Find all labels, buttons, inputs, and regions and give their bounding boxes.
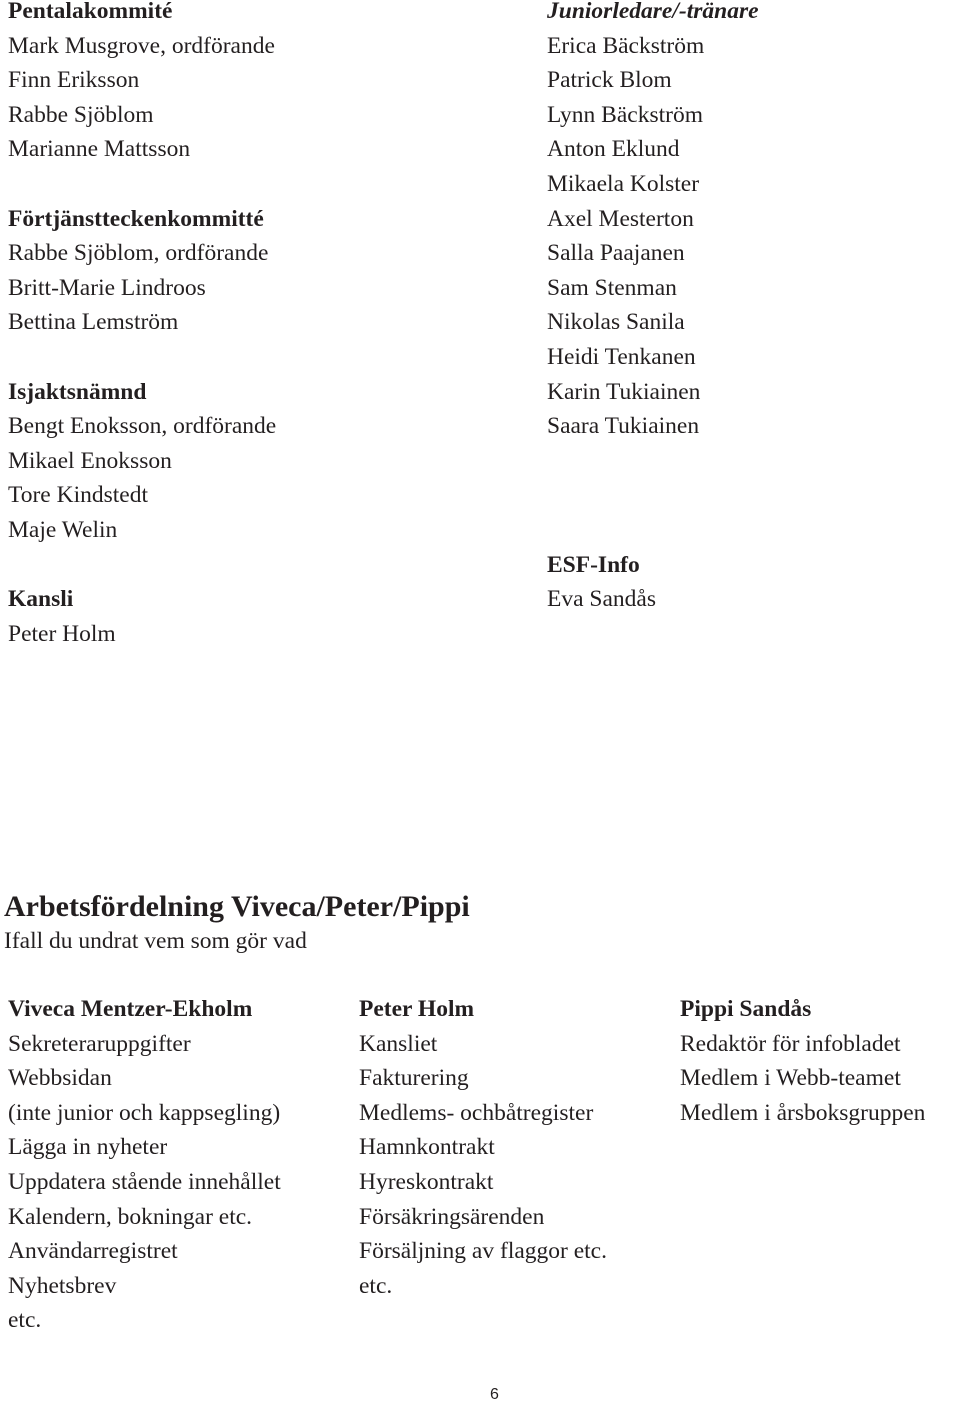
section-heading: ESF-Info	[547, 551, 640, 578]
committee-column-left	[8, 0, 276, 651]
task-item: etc.	[8, 1307, 42, 1334]
member-name: Maje Welin	[8, 516, 118, 543]
member-name: Lynn Bäckström	[547, 101, 703, 128]
task-item: (inte junior och kappsegling)	[8, 1099, 281, 1126]
member-name: Mikael Enoksson	[8, 447, 172, 474]
task-item: Kalendern, bokningar etc.	[8, 1203, 253, 1230]
member-name: Axel Mesterton	[547, 205, 694, 232]
section-heading: Pentalakommité	[8, 0, 173, 24]
member-name: Salla Paajanen	[547, 240, 685, 267]
committee-column-right	[547, 0, 759, 617]
task-item: Webbsidan	[8, 1065, 112, 1092]
member-name: Rabbe Sjöblom	[8, 101, 154, 128]
member-name: Marianne Mattsson	[8, 136, 191, 163]
task-item: Medlems- ochbåtregister	[359, 1099, 594, 1126]
division-column-viveca	[8, 992, 281, 1338]
task-item: Sekreteraruppgifter	[8, 1030, 191, 1057]
member-name: Mikaela Kolster	[547, 170, 700, 197]
task-item: Uppdatera stående innehållet	[8, 1168, 281, 1195]
section-heading: Juniorledare/-tränare	[547, 0, 759, 24]
task-item: Användarregistret	[8, 1238, 178, 1265]
task-item: Fakturering	[359, 1065, 469, 1092]
task-item: Medlem i årsboksgruppen	[680, 1099, 926, 1126]
member-name: Heidi Tenkanen	[547, 343, 696, 370]
task-item: Nyhetsbrev	[8, 1272, 117, 1299]
task-item: Redaktör för infobladet	[680, 1030, 901, 1057]
division-subtitle: Ifall du undrat vem som gör vad	[4, 928, 307, 954]
member-name: Peter Holm	[8, 620, 116, 647]
person-name: Pippi Sandås	[680, 996, 812, 1022]
member-name: Erica Bäckström	[547, 32, 705, 59]
task-item: Kansliet	[359, 1030, 438, 1057]
division-column-pippi	[680, 992, 925, 1130]
task-item: Försäkringsärenden	[359, 1203, 545, 1230]
member-name: Anton Eklund	[547, 136, 680, 163]
section-heading: Isjaktsnämnd	[8, 378, 147, 405]
section-heading: Förtjänstteckenkommitté	[8, 205, 264, 232]
task-item: etc.	[359, 1272, 393, 1299]
member-name: Patrick Blom	[547, 67, 672, 94]
member-name: Mark Musgrove, ordförande	[8, 32, 275, 59]
member-name: Bettina Lemström	[8, 309, 179, 336]
task-item: Medlem i Webb-teamet	[680, 1065, 901, 1092]
page-number: 6	[490, 1386, 499, 1403]
task-item: Försäljning av flaggor etc.	[359, 1238, 607, 1265]
division-title: Arbetsfördelning Viveca/Peter/Pippi	[4, 890, 470, 923]
division-column-peter	[359, 992, 607, 1303]
member-name: Rabbe Sjöblom, ordförande	[8, 240, 269, 267]
member-name: Sam Stenman	[547, 274, 677, 301]
member-name: Karin Tukiainen	[547, 378, 701, 405]
person-name: Viveca Mentzer-Ekholm	[8, 996, 253, 1022]
member-name: Tore Kindstedt	[8, 482, 148, 509]
task-item: Hamnkontrakt	[359, 1134, 495, 1161]
member-name: Finn Eriksson	[8, 67, 140, 94]
section-heading: Kansli	[8, 586, 74, 613]
task-item: Lägga in nyheter	[8, 1134, 168, 1161]
member-name: Nikolas Sanila	[547, 309, 685, 336]
member-name: Eva Sandås	[547, 586, 656, 613]
person-name: Peter Holm	[359, 996, 475, 1022]
member-name: Britt-Marie Lindroos	[8, 274, 206, 301]
member-name: Saara Tukiainen	[547, 413, 700, 440]
member-name: Bengt Enoksson, ordförande	[8, 413, 277, 440]
task-item: Hyreskontrakt	[359, 1168, 494, 1195]
